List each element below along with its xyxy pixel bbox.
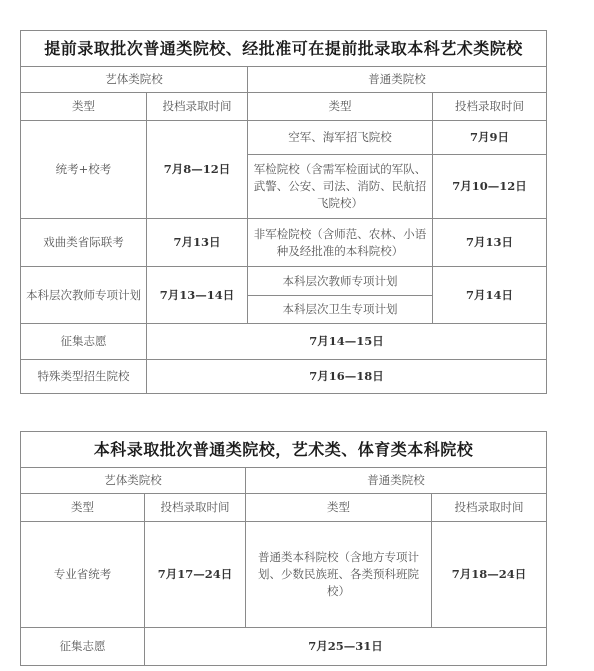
art-sports-group-header: 艺体类院校	[21, 67, 248, 93]
table-title: 提前录取批次普通类院校、经批准可在提前批录取本科艺术类院校	[21, 31, 547, 67]
art-time-header: 投档录取时间	[147, 93, 248, 121]
table-cell: 征集志愿	[21, 324, 147, 360]
table-cell: 7月13日	[147, 219, 248, 267]
undergraduate-admission-table	[20, 431, 547, 666]
table-cell: 空军、海军招飞院校	[248, 121, 433, 155]
table-cell: 7月17—24日	[145, 522, 246, 628]
table-cell: 统考+校考	[21, 121, 147, 219]
general-time-header: 投档录取时间	[433, 93, 547, 121]
table-cell: 7月9日	[433, 121, 547, 155]
table-cell: 7月13日	[433, 219, 547, 267]
table-cell: 军检院校（含需军检面试的军队、武警、公安、司法、消防、民航招飞院校）	[248, 155, 433, 219]
table-cell: 专业省统考	[21, 522, 145, 628]
general-group-header: 普通类院校	[248, 67, 547, 93]
general-type-header: 类型	[248, 93, 433, 121]
table-cell: 7月14—15日	[147, 324, 547, 360]
general-group-header: 普通类院校	[246, 468, 547, 494]
art-time-header: 投档录取时间	[145, 494, 246, 522]
table-cell: 本科层次卫生专项计划	[248, 296, 433, 324]
table-cell: 7月25—31日	[145, 628, 547, 666]
table-cell: 非军检院校（含师范、农林、小语种及经批准的本科院校）	[248, 219, 433, 267]
art-type-header: 类型	[21, 494, 145, 522]
art-type-header: 类型	[21, 93, 147, 121]
table-cell: 征集志愿	[21, 628, 145, 666]
table-cell: 普通类本科院校（含地方专项计划、少数民族班、各类预科班院校）	[246, 522, 432, 628]
table-cell: 本科层次教师专项计划	[21, 267, 147, 324]
table-cell: 特殊类型招生院校	[21, 360, 147, 394]
table-cell: 7月16—18日	[147, 360, 547, 394]
general-time-header: 投档录取时间	[432, 494, 547, 522]
table-cell: 7月10—12日	[433, 155, 547, 219]
table-cell: 7月18—24日	[432, 522, 547, 628]
table-cell: 7月8—12日	[147, 121, 248, 219]
table-cell: 7月14日	[433, 267, 547, 324]
early-admission-table	[20, 30, 547, 394]
general-type-header: 类型	[246, 494, 432, 522]
table-cell: 7月13—14日	[147, 267, 248, 324]
table-cell: 戏曲类省际联考	[21, 219, 147, 267]
table-title: 本科录取批次普通类院校，艺术类、体育类本科院校	[21, 432, 547, 468]
art-sports-group-header: 艺体类院校	[21, 468, 246, 494]
table-cell: 本科层次教师专项计划	[248, 267, 433, 296]
